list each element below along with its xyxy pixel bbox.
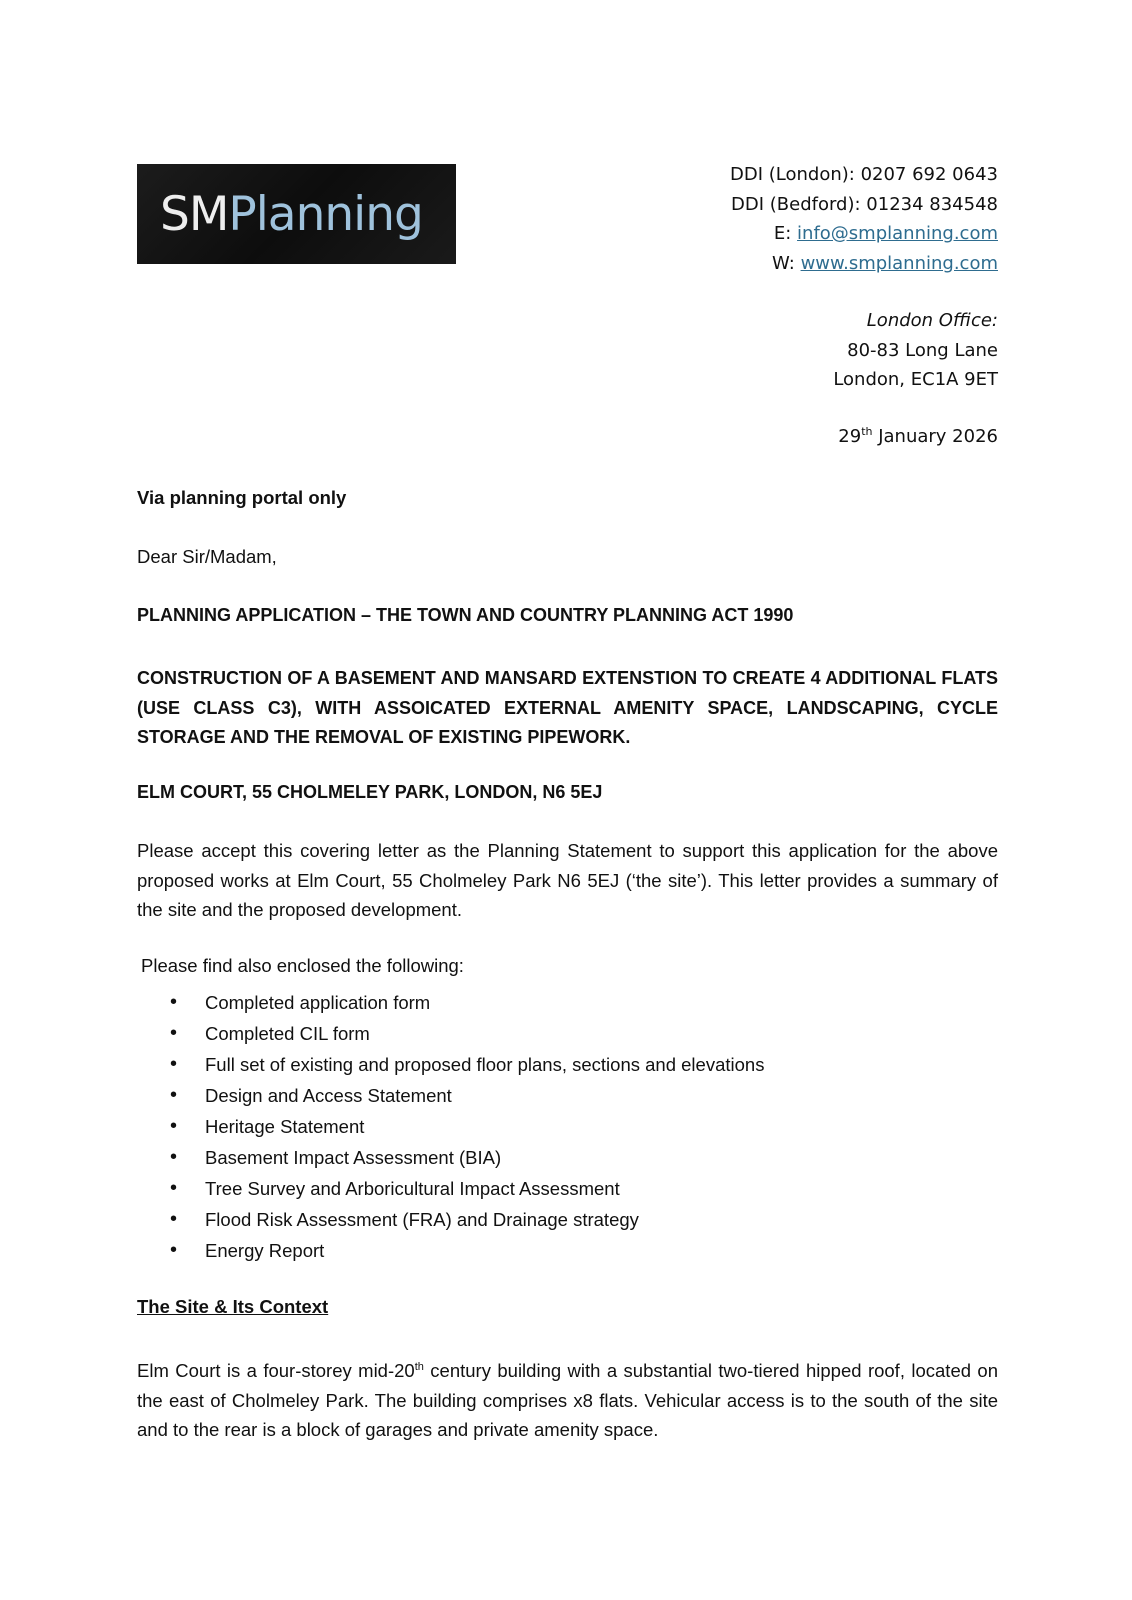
ddi-london: DDI (London): 0207 692 0643 (730, 164, 998, 185)
list-item: • Energy Report (137, 1235, 764, 1266)
list-item: • Flood Risk Assessment (FRA) and Drainage strategy (137, 1204, 764, 1235)
ddi-bedford: DDI (Bedford): 01234 834548 (731, 193, 998, 215)
email-link[interactable]: info@smplanning.com (797, 223, 998, 244)
heading-proposal: CONSTRUCTION OF A BASEMENT AND MANSARD EXTENSTION TO CREATE 4 ADDITIONAL FLATS (USE CLASS C3), WITH ASSOICATED EXTERNAL AMENITY SPACE, LANDSCAPING, CYCLE STORAGE AND THE REMOVAL OF EXISTING PIPEWORK. (137, 668, 998, 747)
heading-planning-application: PLANNING APPLICATION – THE TOWN AND COUNTRY PLANNING ACT 1990 (137, 605, 794, 625)
web-line: W: www.smplanning.com (772, 252, 998, 274)
salutation: Dear Sir/Madam, (137, 546, 277, 567)
contact-block (730, 160, 998, 278)
email-line: E: info@smplanning.com (773, 223, 998, 244)
site-context-paragraph: Elm Court is a four-storey mid-20th century building with a substantial two-tiered hipped roof, located on the east of Cholmeley Park. The building comprises x8 flats. Vehicular access is to the south of the site and to the rear is a block of garages and private amenity space. (137, 1360, 998, 1441)
delivery-note: Via planning portal only (137, 487, 347, 508)
list-item: • Basement Impact Assessment (BIA) (137, 1142, 764, 1173)
letter-date: 29th January 2026 (838, 425, 998, 447)
web-link[interactable]: www.smplanning.com (800, 252, 998, 274)
enclosed-documents-list (137, 987, 764, 1266)
enclosed-intro: Please find also enclosed the following: (141, 955, 464, 976)
list-item: • Tree Survey and Arboricultural Impact Assessment (137, 1173, 764, 1204)
office-line2: London, EC1A 9ET (833, 369, 998, 390)
smplanning-logo (137, 164, 456, 264)
office-address (833, 306, 998, 395)
list-item: • Full set of existing and proposed floor plans, sections and elevations (137, 1049, 764, 1080)
office-label: London Office: (866, 310, 998, 331)
logo-text: SMPlanning (160, 186, 423, 242)
list-item: • Completed CIL form (137, 1018, 764, 1049)
list-item: • Heritage Statement (137, 1111, 764, 1142)
list-item: • Design and Access Statement (137, 1080, 764, 1111)
list-item: • Completed application form (137, 987, 764, 1018)
heading-site-address: ELM COURT, 55 CHOLMELEY PARK, LONDON, N6 5EJ (137, 782, 603, 802)
office-line1: 80-83 Long Lane (847, 339, 998, 361)
section-heading-site-context: The Site & Its Context (137, 1296, 329, 1317)
intro-paragraph: Please accept this covering letter as the Planning Statement to support this application for the above proposed works at Elm Court, 55 Cholmeley Park N6 5EJ (‘the site’). This letter provides a summary of the site and the proposed development. (137, 840, 998, 920)
